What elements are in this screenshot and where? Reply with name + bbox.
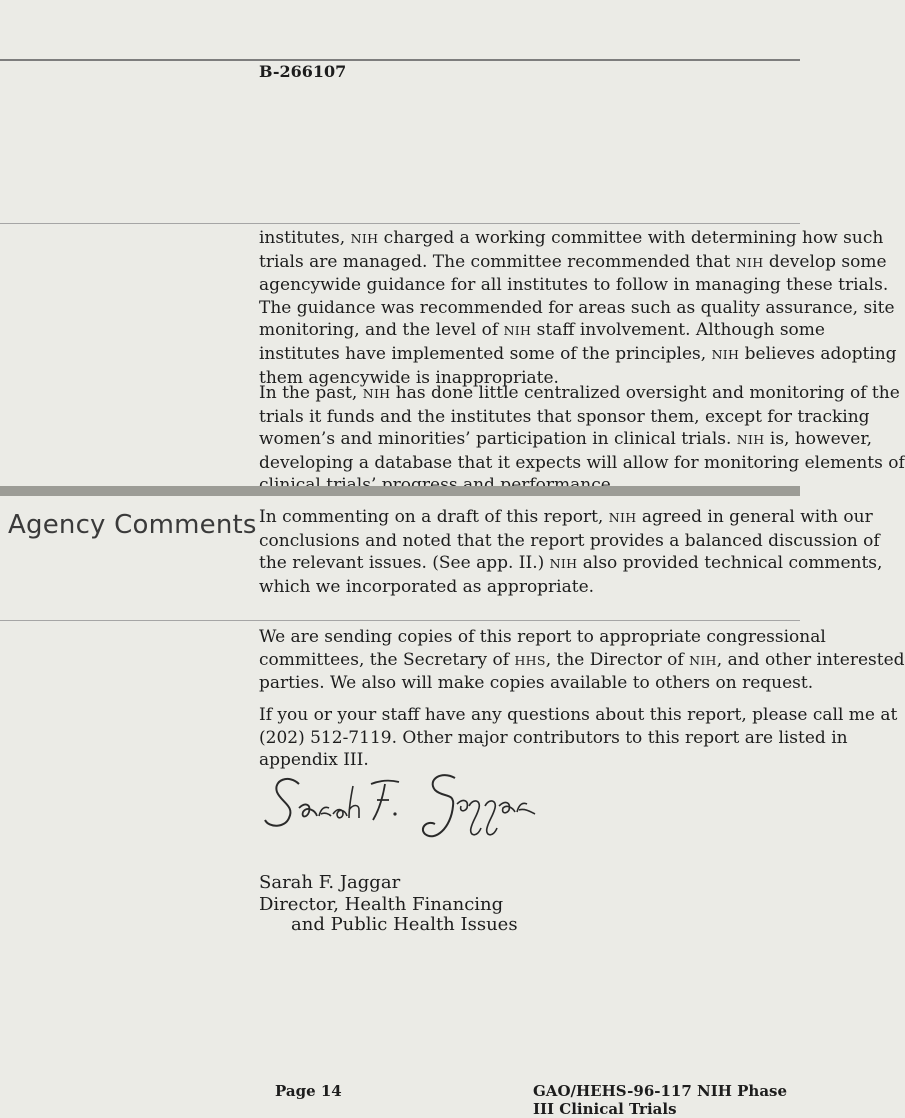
page-number: Page 14	[275, 1082, 342, 1100]
text-run: We are sending copies of this report to appropriate congressional	[259, 627, 826, 647]
text-line	[259, 319, 825, 343]
text-run: has done little centralized oversight and monitoring of the	[390, 383, 900, 403]
paragraph	[259, 227, 897, 389]
paragraph	[259, 382, 905, 497]
text-run: women’s and minorities’ participation in clinical trials.	[259, 429, 737, 450]
text-line	[259, 672, 814, 695]
acronym: HHS	[514, 652, 546, 668]
text-run: staff involvement. Although some	[531, 320, 825, 341]
acronym: NIH	[608, 510, 637, 525]
section-divider	[0, 620, 800, 621]
text-run: which we incorporated as appropriate.	[259, 576, 595, 597]
signatory-title-continued: and Public Health Issues	[291, 914, 518, 935]
text-run: agreed in general with our	[636, 507, 873, 527]
text-run: The guidance was recommended for areas such as quality assurance, site	[259, 297, 895, 318]
acronym: NIH	[549, 556, 578, 572]
signatory-title: Director, Health Financing	[259, 894, 504, 915]
text-run: If you or your staff have any questions about this report, please call me at	[259, 705, 898, 725]
text-run: trials it funds and the institutes that sponsor them, except for tracking	[259, 406, 870, 427]
text-run: committees, the Secretary of	[259, 649, 515, 670]
text-run: conclusions and noted that the report provides a balanced discussion of	[259, 530, 880, 551]
text-run: developing a database that it expects will allow for monitoring elements of	[259, 452, 905, 473]
text-run: , and other interested	[716, 649, 905, 670]
report-reference: GAO/HEHS-96-117 NIH Phase III Clinical Trials	[533, 1082, 788, 1118]
text-line	[259, 530, 880, 553]
handwritten-signature	[259, 762, 559, 862]
text-line	[259, 428, 872, 452]
text-run: also provided technical comments,	[577, 553, 883, 574]
acronym: NIH	[711, 346, 740, 362]
text-run: believes adopting	[739, 343, 897, 364]
paragraph	[259, 626, 905, 695]
text-run: parties. We also will make copies available to others on request.	[259, 673, 814, 694]
text-line	[259, 343, 897, 367]
text-run: agencywide guidance for all institutes to follow in managing these trials.	[259, 275, 889, 296]
text-line	[259, 704, 898, 727]
text-line	[259, 452, 905, 475]
text-line	[259, 251, 887, 275]
text-run: (202) 512-7119. Other major contributors to this report are listed in	[259, 727, 848, 748]
section-divider	[0, 223, 800, 224]
text-run: appendix III.	[259, 750, 369, 771]
text-run: In the past,	[259, 383, 363, 403]
text-run: trials are managed. The committee recommended that	[259, 251, 736, 272]
text-line	[259, 626, 826, 649]
signatory-name: Sarah F. Jaggar	[259, 872, 401, 893]
text-line	[259, 576, 799, 599]
acronym: NIH	[350, 231, 379, 246]
text-line	[259, 406, 870, 429]
text-run: In commenting on a draft of this report,	[259, 507, 609, 527]
text-line	[259, 227, 884, 251]
text-line	[259, 297, 895, 320]
text-line	[259, 506, 873, 530]
text-run: the relevant issues. (See app. II.)	[259, 553, 550, 574]
acronym: NIH	[362, 386, 391, 401]
text-run: them agencywide is inappropriate.	[259, 367, 559, 388]
text-line	[259, 727, 848, 750]
text-run: , the Director of	[545, 649, 690, 670]
section-divider-thick	[0, 486, 800, 496]
text-run: charged a working committee with determining how such	[378, 228, 884, 248]
text-line	[259, 649, 905, 673]
text-line	[259, 382, 900, 406]
acronym: NIH	[689, 652, 717, 668]
text-line	[259, 552, 883, 576]
paragraph	[259, 506, 883, 598]
acronym: NIH	[735, 254, 764, 270]
text-run: develop some	[763, 251, 887, 272]
text-run: institutes,	[259, 228, 351, 248]
top-rule	[0, 59, 800, 61]
acronym: NIH	[736, 432, 765, 448]
text-run: institutes have implemented some of the principles,	[259, 343, 712, 364]
agency-comments-heading: Agency Comments	[8, 510, 257, 540]
text-run: monitoring, and the level of	[259, 320, 504, 341]
text-run: is, however,	[764, 429, 872, 450]
document-id: B-266107	[259, 62, 347, 81]
acronym: NIH	[503, 323, 532, 339]
text-line	[259, 274, 889, 297]
